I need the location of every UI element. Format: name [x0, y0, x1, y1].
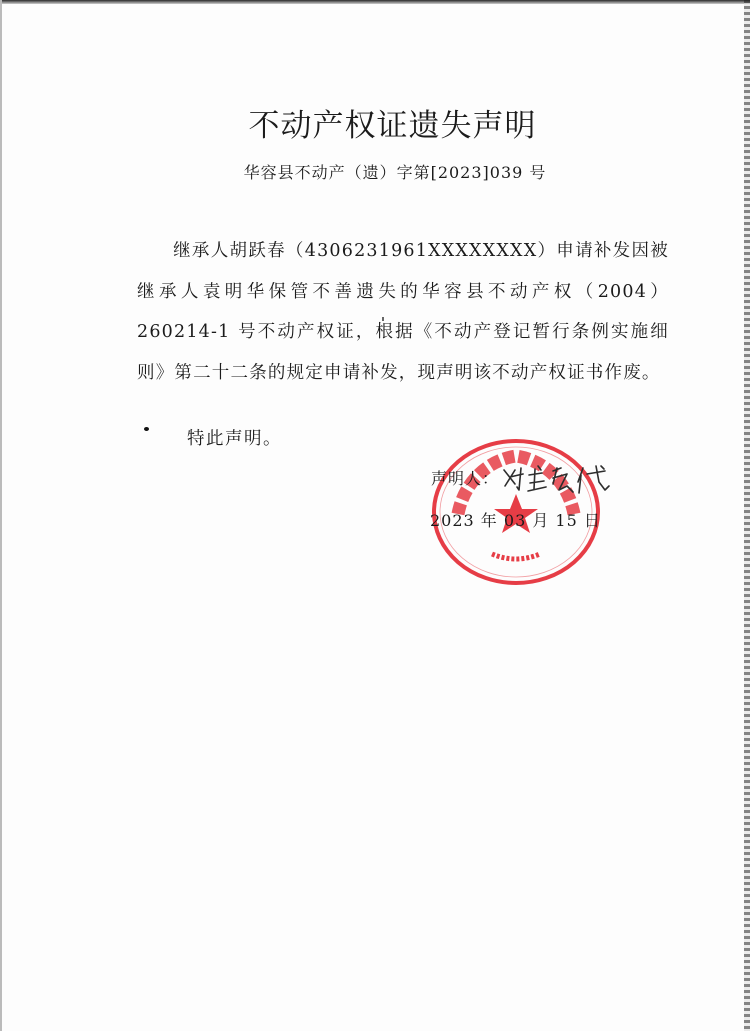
- scan-edge-top: [0, 0, 750, 4]
- scan-edge-right: [744, 0, 750, 1031]
- declaration-date: 2023 年 03 月 15 日: [430, 511, 601, 530]
- scan-edge-left: [0, 0, 2, 1031]
- document-number: 华容县不动产（遗）字第[2023]039 号: [243, 163, 547, 182]
- handwritten-signature: [501, 462, 611, 496]
- closing-statement: 特此声明。: [187, 429, 282, 449]
- scan-speck: [144, 427, 149, 431]
- declaration-body-text: 继承人胡跃春（4306231961XXXXXXXX）申请补发因被继承人袁明华保管不善遗失的华容县不动产权（2004）260214-1 号不动产权证，根据《不动产登记暂行条例实施细则》第二十二条的规定申请补发，现声明该不动产权证书作废。: [137, 241, 669, 383]
- declarant-row: [431, 466, 499, 496]
- document-title: 不动产权证遗失声明: [248, 108, 537, 144]
- scan-speck-small: [382, 317, 384, 321]
- declarant-label: 声明人：: [431, 469, 500, 488]
- declaration-body: [137, 231, 669, 393]
